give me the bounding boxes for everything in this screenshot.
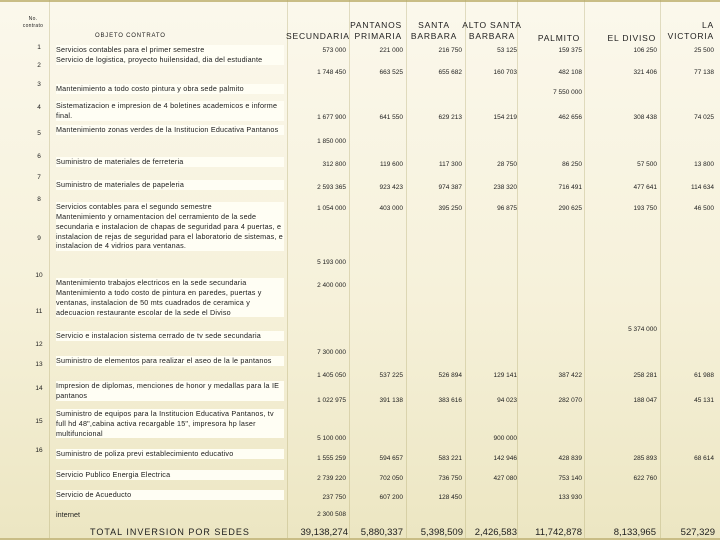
total-palmito: 11,742,878 <box>535 527 582 538</box>
value-el-diviso: 285 893 <box>633 455 657 462</box>
row-number: 7 <box>37 174 41 181</box>
total-secundaria: 39,138,274 <box>300 527 348 538</box>
row-description: Sistematizacion e impresion de 4 boletines academicos e informe final. <box>56 101 284 121</box>
value-el-diviso: 258 281 <box>633 372 657 379</box>
row-number: 9 <box>37 235 41 242</box>
value-palmito: 753 140 <box>558 475 582 482</box>
totals-label: TOTAL INVERSION POR SEDES <box>90 527 250 537</box>
value-pantanos: 403 000 <box>379 205 403 212</box>
value-la-victoria: 61 988 <box>694 372 714 379</box>
header-objeto: OBJETO CONTRATO <box>95 33 166 39</box>
row-number: 15 <box>35 418 43 425</box>
value-el-diviso: 188 047 <box>633 397 657 404</box>
value-secundaria: 2 739 220 <box>317 475 346 482</box>
value-palmito: 428 839 <box>558 455 582 462</box>
value-el-diviso: 622 760 <box>633 475 657 482</box>
value-el-diviso: 57 500 <box>637 161 657 168</box>
value-secundaria: 1 677 900 <box>317 114 346 121</box>
value-palmito: 282 070 <box>558 397 582 404</box>
total-santa-barbara: 5,398,509 <box>420 527 463 538</box>
row-number: 16 <box>35 447 43 454</box>
row-number: 3 <box>37 81 41 88</box>
value-santa-barbara: 395 250 <box>438 205 462 212</box>
row-description: Servicio e instalacion sistema cerrado de tv sede secundaria <box>56 331 284 341</box>
value-santa-barbara: 117 300 <box>438 161 462 168</box>
row-description: Impresion de diplomas, menciones de honor y medallas para la IE pantanos <box>56 381 284 401</box>
value-secundaria: 1 850 000 <box>317 138 346 145</box>
total-el-diviso: 8,133,965 <box>613 527 656 538</box>
value-el-diviso: 106 250 <box>633 47 657 54</box>
value-alto-santa-barbara: 427 080 <box>493 475 517 482</box>
value-alto-santa-barbara: 238 320 <box>493 184 517 191</box>
row-description: Servicios contables para el segundo semestre <box>56 202 284 212</box>
row-description: Servicio Publico Energia Electrica <box>56 470 284 480</box>
value-santa-barbara: 583 221 <box>438 455 462 462</box>
value-alto-santa-barbara: 28 750 <box>497 161 517 168</box>
row-description: Suministro de equipos para la Institucion Educativa Pantanos, tv full hd 48",cabina activa recargable 15", impresora hp laser multifuncional <box>56 409 284 438</box>
value-palmito: 387 422 <box>558 372 582 379</box>
value-la-victoria: 25 500 <box>694 47 714 54</box>
row-description: Servicio de Acueducto <box>56 490 284 500</box>
value-secundaria: 5 193 000 <box>317 259 346 266</box>
row-description: Mantenimiento trabajos electricos en la sede secundaria <box>56 278 284 288</box>
value-secundaria: 1 022 975 <box>317 397 346 404</box>
value-secundaria: 237 750 <box>322 494 346 501</box>
header-santa-barbara: SANTA BARBARA <box>410 20 458 41</box>
value-palmito: 7 550 000 <box>553 89 582 96</box>
row-number: 4 <box>37 104 41 111</box>
value-pantanos: 641 550 <box>379 114 403 121</box>
row-description: Mantenimiento a todo costo pintura y obra sede palmito <box>56 84 284 94</box>
value-palmito: 290 625 <box>558 205 582 212</box>
row-number: 5 <box>37 130 41 137</box>
header-la-victoria: LA VICTORIA <box>667 20 714 41</box>
value-pantanos: 923 423 <box>379 184 403 191</box>
value-pantanos: 663 525 <box>379 69 403 76</box>
value-alto-santa-barbara: 142 946 <box>493 455 517 462</box>
value-palmito: 462 656 <box>558 114 582 121</box>
value-alto-santa-barbara: 900 000 <box>493 435 517 442</box>
header-el-diviso: EL DIVISO <box>607 33 656 43</box>
value-la-victoria: 68 614 <box>694 455 714 462</box>
value-secundaria: 2 593 365 <box>317 184 346 191</box>
header-no-contrato: No. contrato <box>22 16 44 29</box>
row-number: 14 <box>35 385 43 392</box>
internet-value: 2 300 508 <box>317 511 346 518</box>
value-palmito: 159 375 <box>558 47 582 54</box>
grid-line <box>584 0 585 540</box>
row-description: Suministro de materiales de ferreteria <box>56 157 284 167</box>
grid-line <box>49 0 50 540</box>
header-secundaria: SECUNDARIA <box>286 31 350 41</box>
value-santa-barbara: 736 750 <box>438 475 462 482</box>
value-secundaria: 1 748 450 <box>317 69 346 76</box>
total-pantanos: 5,880,337 <box>360 527 403 538</box>
value-el-diviso: 193 750 <box>633 205 657 212</box>
value-la-victoria: 114 634 <box>690 184 714 191</box>
value-secundaria: 2 400 000 <box>317 282 346 289</box>
value-santa-barbara: 128 450 <box>438 494 462 501</box>
value-alto-santa-barbara: 96 875 <box>497 205 517 212</box>
value-alto-santa-barbara: 160 703 <box>493 69 517 76</box>
row-description: Servicios contables para el primer semestre <box>56 45 284 55</box>
row-number: 2 <box>37 62 41 69</box>
value-santa-barbara: 383 616 <box>438 397 462 404</box>
value-secundaria: 573 000 <box>322 47 346 54</box>
row-description: Suministro de poliza previ establecimiento educativo <box>56 449 284 459</box>
value-el-diviso: 308 438 <box>633 114 657 121</box>
header-pantanos: PANTANOS PRIMARIA <box>350 20 402 41</box>
value-secundaria: 5 100 000 <box>317 435 346 442</box>
value-secundaria: 312 800 <box>322 161 346 168</box>
row-number: 1 <box>37 44 41 51</box>
row-number: 11 <box>35 308 43 315</box>
value-pantanos: 607 200 <box>379 494 403 501</box>
value-la-victoria: 13 800 <box>694 161 714 168</box>
row-description: Suministro de elementos para realizar el aseo de la le pantanos <box>56 356 284 366</box>
header-palmito: PALMITO <box>537 33 580 43</box>
value-santa-barbara: 974 387 <box>438 184 462 191</box>
total-la-victoria: 527,329 <box>680 527 715 538</box>
value-pantanos: 537 225 <box>379 372 403 379</box>
value-pantanos: 221 000 <box>379 47 403 54</box>
value-la-victoria: 74 025 <box>694 114 714 121</box>
row-number: 10 <box>35 272 43 279</box>
value-secundaria: 1 555 259 <box>317 455 346 462</box>
value-pantanos: 391 138 <box>379 397 403 404</box>
value-alto-santa-barbara: 53 125 <box>497 47 517 54</box>
value-pantanos: 702 050 <box>379 475 403 482</box>
value-la-victoria: 45 131 <box>694 397 714 404</box>
value-palmito: 482 108 <box>558 69 582 76</box>
value-santa-barbara: 629 213 <box>438 114 462 121</box>
row-number: 13 <box>35 361 43 368</box>
value-secundaria: 7 300 000 <box>317 349 346 356</box>
value-santa-barbara: 655 682 <box>438 69 462 76</box>
value-alto-santa-barbara: 129 141 <box>493 372 517 379</box>
row-number: 12 <box>35 341 43 348</box>
row-description: Mantenimiento y ornamentacion del cerramiento de la sede secundaria e instalacion de chapas de seguridad para 4 puertas, e instalacion de rejas de seguridad para el laboratorio de sistemas, e instalacion de 4 vidrios para ventanas. <box>56 212 283 251</box>
row-number: 6 <box>37 153 41 160</box>
value-el-diviso: 321 406 <box>633 69 657 76</box>
value-palmito: 133 930 <box>558 494 582 501</box>
value-alto-santa-barbara: 94 023 <box>497 397 517 404</box>
value-alto-santa-barbara: 154 219 <box>493 114 517 121</box>
row-description: Servicio de logistica, proyecto huilensidad, dia del estudiante <box>56 55 284 65</box>
value-el-diviso: 5 374 000 <box>628 326 657 333</box>
value-secundaria: 1 054 000 <box>317 205 346 212</box>
header-alto-santa-barbara: ALTO SANTA BARBARA <box>462 20 522 41</box>
value-santa-barbara: 216 750 <box>438 47 462 54</box>
value-la-victoria: 46 500 <box>694 205 714 212</box>
value-pantanos: 119 600 <box>379 161 403 168</box>
value-secundaria: 1 405 050 <box>317 372 346 379</box>
row-description: Mantenimiento a todo costo de pintura en paredes, puertas y ventanas, instalacion de 50 mts cuadrados de ceramica y adecuacion restaurante escolar de la sede el Diviso <box>56 288 284 317</box>
value-palmito: 716 491 <box>558 184 582 191</box>
value-santa-barbara: 526 894 <box>438 372 462 379</box>
internet-label: internet <box>56 510 80 519</box>
total-alto-santa-barbara: 2,426,583 <box>474 527 517 538</box>
value-la-victoria: 77 138 <box>694 69 714 76</box>
value-pantanos: 594 657 <box>379 455 403 462</box>
top-border <box>0 0 720 2</box>
row-description: Mantenimiento zonas verdes de la Institucion Educativa Pantanos <box>56 125 284 135</box>
value-el-diviso: 477 641 <box>633 184 657 191</box>
value-palmito: 86 250 <box>562 161 582 168</box>
row-number: 8 <box>37 196 41 203</box>
row-description: Suministro de materiales de papeleria <box>56 180 284 190</box>
grid-line <box>517 0 518 540</box>
